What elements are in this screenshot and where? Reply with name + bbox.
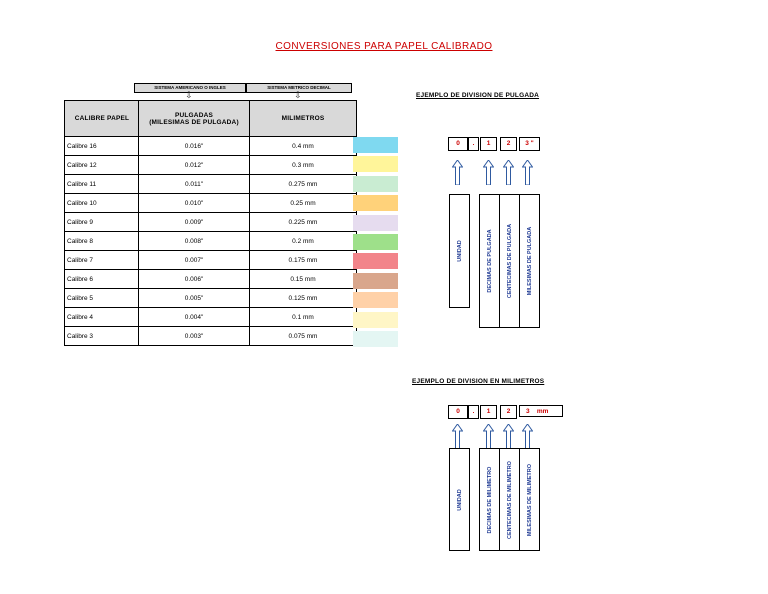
digit-thousandths: 3 " [519,137,540,151]
table-row [65,308,357,327]
milimetros-cell: 0.2 mm [250,232,357,251]
color-swatch [353,195,398,211]
label-centecimas-box [499,448,520,551]
label-unidad: UNIDAD [456,240,463,262]
calibre-cell: Calibre 3 [65,327,139,346]
color-swatch [353,215,398,231]
calibre-cell: Calibre 7 [65,251,139,270]
label-milesimas-box [519,194,540,328]
color-swatch [353,234,398,250]
up-arrow-icon [503,160,514,185]
up-arrow-icon [503,424,514,449]
example-mm-title: EJEMPLO DE DIVISION EN MILIMETROS [412,378,545,385]
milimetros-cell: 0.15 mm [250,270,357,289]
label-unidad-box [449,194,470,308]
table-row [65,232,357,251]
digit-hundredths: 2 [500,405,517,419]
calibre-cell: Calibre 11 [65,175,139,194]
milimetros-cell: 0.075 mm [250,327,357,346]
digit-tenths: 1 [480,405,497,419]
calibre-table [64,100,357,346]
color-swatch [353,253,398,269]
calibre-cell: Calibre 16 [65,137,139,156]
label-decimas: DECIMAS DE MILIMETRO [486,466,493,533]
up-arrow-icon [452,424,463,449]
table-row [65,289,357,308]
milimetros-cell: 0.175 mm [250,251,357,270]
label-centecimas: CENTECIMAS DE PULGADA [506,223,513,299]
pulgadas-cell: 0.003" [139,327,250,346]
up-arrow-icon [483,160,494,185]
header-calibre: CALIBRE PAPEL [65,101,139,137]
digit-thousandths: 3 mm [519,405,563,417]
digit-point: . [468,137,479,151]
calibre-cell: Calibre 9 [65,213,139,232]
label-decimas: DECIMAS DE PULGADA [486,229,493,293]
calibre-cell: Calibre 6 [65,270,139,289]
table-row [65,194,357,213]
pulgadas-cell: 0.011" [139,175,250,194]
digit-unit: 0 [448,137,468,151]
pulgadas-cell: 0.016" [139,137,250,156]
up-arrow-icon [522,160,533,185]
header-milimetros: MILIMETROS [250,101,357,137]
up-arrow-icon [452,160,463,185]
label-centecimas-box [499,194,520,328]
color-swatch [353,156,398,172]
milimetros-cell: 0.125 mm [250,289,357,308]
label-decimas-box [479,448,500,551]
pulgadas-cell: 0.005" [139,289,250,308]
digit-point: . [468,405,479,419]
metric-system-label: SISTEMA METRICO DECIMAL [246,83,352,93]
digit-tenths: 1 [480,137,497,151]
color-swatch [353,331,398,347]
milimetros-cell: 0.275 mm [250,175,357,194]
pulgadas-cell: 0.009" [139,213,250,232]
milimetros-cell: 0.1 mm [250,308,357,327]
calibre-cell: Calibre 5 [65,289,139,308]
milimetros-cell: 0.25 mm [250,194,357,213]
label-centecimas: CENTECIMAS DE MILIMETRO [506,460,513,539]
color-swatch [353,292,398,308]
label-unidad: UNIDAD [456,488,463,511]
label-milesimas: MILESIMAS DE MILIMETRO [526,463,533,536]
calibre-cell: Calibre 10 [65,194,139,213]
pulgadas-cell: 0.012" [139,156,250,175]
pulgadas-cell: 0.006" [139,270,250,289]
milimetros-cell: 0.225 mm [250,213,357,232]
label-milesimas-box [519,448,540,551]
color-swatch [353,137,398,153]
calibre-cell: Calibre 12 [65,156,139,175]
table-row [65,156,357,175]
calibre-cell: Calibre 4 [65,308,139,327]
up-arrow-icon [483,424,494,449]
table-row [65,175,357,194]
table-row [65,270,357,289]
example-pulgada-title: EJEMPLO DE DIVISION DE PULGADA [416,92,540,99]
down-arrow-icon: ⇩ [294,90,302,100]
milimetros-cell: 0.4 mm [250,137,357,156]
header-pulgadas: PULGADAS (MILESIMAS DE PULGADA) [139,101,250,137]
digit-unit: 0 [448,405,468,419]
label-decimas-box [479,194,500,328]
table-row [65,327,357,346]
milimetros-cell: 0.3 mm [250,156,357,175]
color-swatch [353,312,398,328]
american-system-label: SISTEMA AMERICANO O INGLES [134,83,246,93]
up-arrow-icon [522,424,533,449]
digit-hundredths: 2 [500,137,517,151]
table-row [65,213,357,232]
label-milesimas: MILESIMAS DE PULGADA [526,226,533,296]
pulgadas-cell: 0.004" [139,308,250,327]
label-unidad-box [449,448,470,551]
table-row [65,251,357,270]
pulgadas-cell: 0.007" [139,251,250,270]
color-swatch [353,273,398,289]
color-swatch [353,176,398,192]
pulgadas-cell: 0.010" [139,194,250,213]
table-row [65,137,357,156]
calibre-cell: Calibre 8 [65,232,139,251]
down-arrow-icon: ⇩ [185,90,193,100]
pulgadas-cell: 0.008" [139,232,250,251]
page-title: CONVERSIONES PARA PAPEL CALIBRADO [275,41,493,52]
